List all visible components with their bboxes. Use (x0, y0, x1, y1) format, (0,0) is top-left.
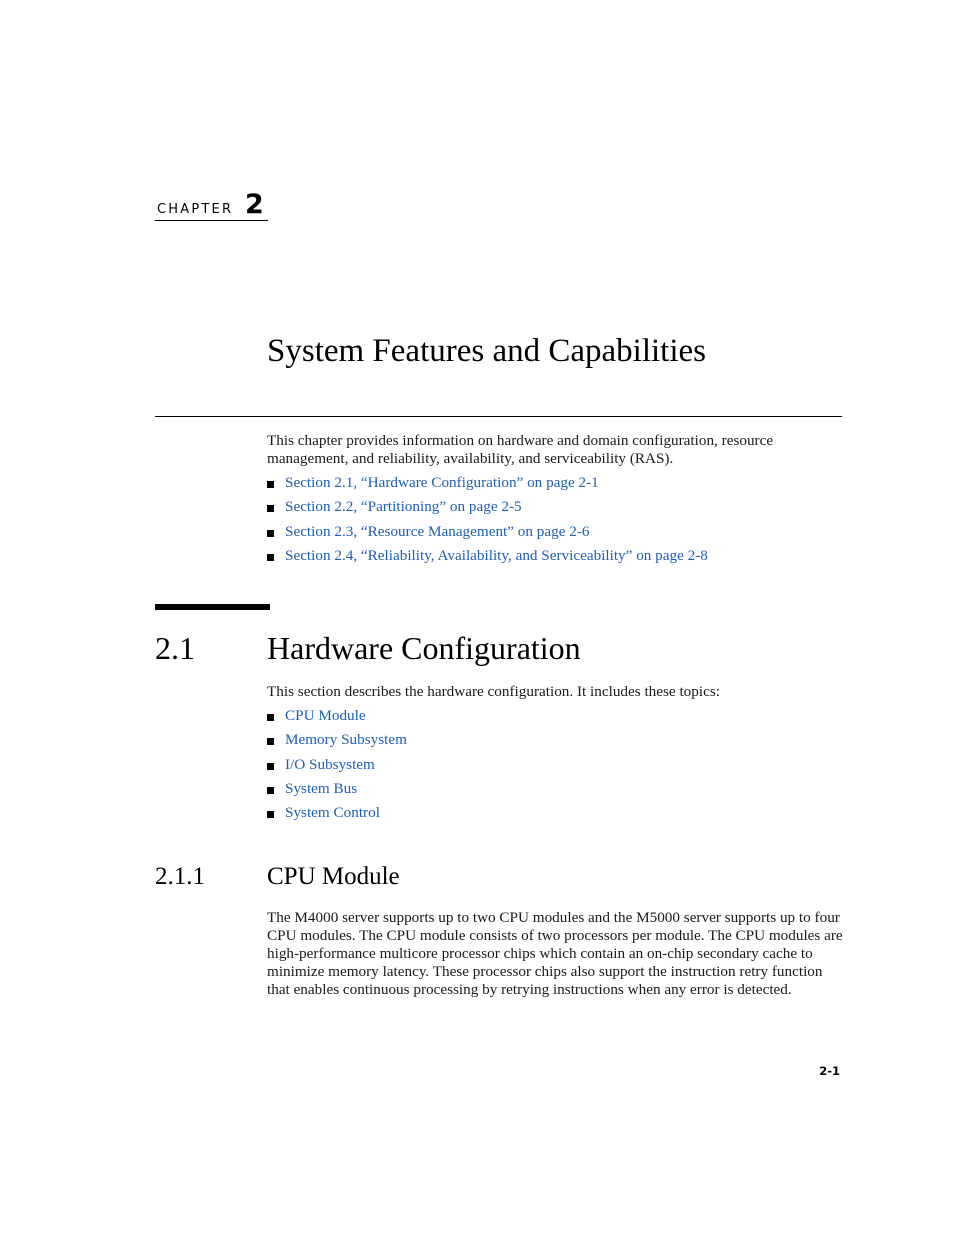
title-divider (155, 416, 842, 417)
bullet-icon (267, 554, 274, 561)
chapter-title: System Features and Capabilities (267, 333, 707, 369)
section-number: 2.1 (155, 630, 195, 666)
topic-link-system-control[interactable]: System Control (285, 804, 380, 822)
subsection-title: CPU Module (267, 863, 400, 890)
section-link-2-4[interactable]: Section 2.4, “Reliability, Availability, and Serviceability” on page 2-8 (285, 547, 708, 565)
section-link-2-2[interactable]: Section 2.2, “Partitioning” on page 2-5 (285, 498, 522, 516)
intro-paragraph: This chapter provides information on hardware and domain configuration, resource management, and reliability, availability, and serviceability (RAS). (267, 432, 774, 467)
bullet-icon (267, 714, 274, 721)
list-item (267, 495, 708, 519)
bullet-icon (267, 530, 274, 537)
topic-link-memory-subsystem[interactable]: Memory Subsystem (285, 731, 407, 749)
topic-link-system-bus[interactable]: System Bus (285, 780, 358, 798)
section-bar (155, 604, 270, 610)
topic-links (267, 704, 407, 825)
list-item (267, 801, 407, 825)
chapter-word: CHAPTER (157, 202, 234, 217)
list-item (267, 544, 708, 568)
bullet-icon (267, 811, 274, 818)
list-item (267, 704, 407, 728)
chapter-label (155, 190, 268, 221)
subsection-number: 2.1.1 (155, 863, 205, 890)
list-item (267, 753, 407, 777)
bullet-icon (267, 738, 274, 745)
list-item (267, 520, 708, 544)
section-intro-paragraph: This section describes the hardware configuration. It includes these topics: (267, 683, 720, 700)
list-item (267, 728, 407, 752)
chapter-number: 2 (245, 189, 264, 220)
topic-link-io-subsystem[interactable]: I/O Subsystem (285, 755, 375, 773)
list-item (267, 777, 407, 801)
page-number: 2-1 (819, 1064, 840, 1078)
section-title: Hardware Configuration (267, 630, 581, 666)
list-item (267, 471, 708, 495)
bullet-icon (267, 787, 274, 794)
intro-section-links (267, 471, 708, 568)
bullet-icon (267, 505, 274, 512)
topic-link-cpu-module[interactable]: CPU Module (285, 707, 366, 725)
section-link-2-1[interactable]: Section 2.1, “Hardware Configuration” on page 2-1 (285, 474, 599, 492)
section-link-2-3[interactable]: Section 2.3, “Resource Management” on page 2-6 (285, 522, 590, 540)
bullet-icon (267, 763, 274, 770)
cpu-module-paragraph: The M4000 server supports up to two CPU modules and the M5000 server supports up to four CPU modules. The CPU module consists of two processors per module. The CPU modules are high-performance multicore processor chips which contain an on-chip secondary cache to minimize memory latency. These processor chips also support the instruction retry function that enables continuous processing by retrying instructions when any error is detected. (267, 909, 843, 998)
bullet-icon (267, 481, 274, 488)
